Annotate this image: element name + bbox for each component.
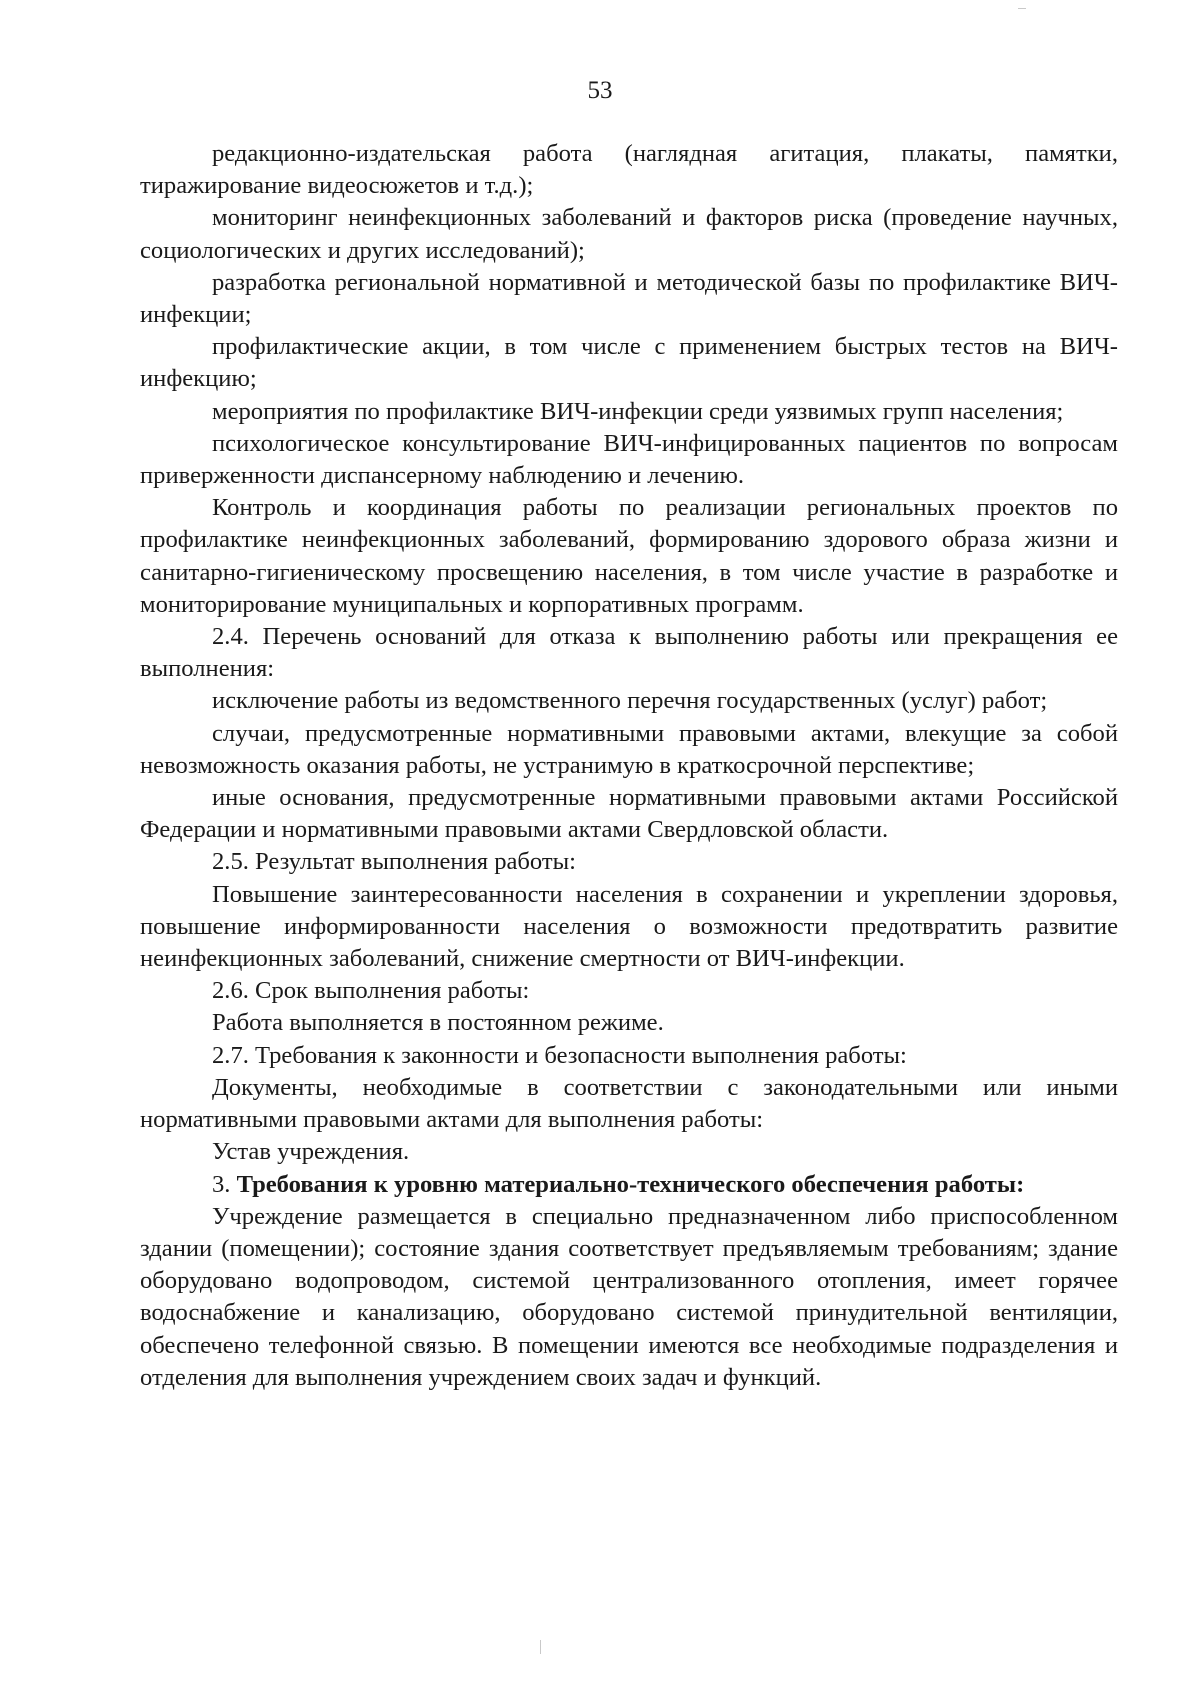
paragraph-2-5-heading: 2.5. Результат выполнения работы: [212, 848, 577, 876]
paragraph-18: Устав учреждения. [212, 1138, 410, 1166]
document-body [140, 138, 1118, 1394]
paragraph-10: случаи, предусмотренные нормативными правовыми актами, влекущие за собой невозможность оказания работы, не устранимую в краткосрочной перспективе; [140, 719, 1118, 779]
paragraph-13: Повышение заинтересованности населения в сохранении и укреплении здоровья, повышение информированности населения о возможности предотвратить развитие неинфекционных заболеваний, снижение смертности от ВИЧ-инфекции. [140, 880, 1118, 973]
paragraph-9: исключение работы из ведомственного перечня государственных (услуг) работ; [212, 687, 1048, 715]
paragraph-3: разработка региональной нормативной и методической базы по профилактике ВИЧ-инфекции; [140, 268, 1118, 329]
final-paragraph: Учреждение размещается в специально предназначенном либо приспособленном здании (помещении); состояние здания соответствует предъявляемым требованиям; здание оборудовано водопроводом, системой централизованного отопления, имеет горячее водоснабжение и канализацию, оборудовано системой принудительной вентиляции, обеспечено телефонной связью. В помещении имеются все необходимые подразделения и отделения для выполнения учреждением своих задач и функций. [140, 1202, 1118, 1391]
paragraph-11: иные основания, предусмотренные нормативными правовыми актами Российской Федерации и нормативными правовыми актами Свердловской области. [140, 784, 1118, 844]
paragraph-1: редакционно-издательская работа (наглядная агитация, плакаты, памятки, тиражирование видеосюжетов и т.д.); [140, 140, 1118, 200]
scan-mark-top [1018, 8, 1026, 9]
page-number: 53 [587, 77, 613, 104]
section-3-number: 3. [212, 1170, 231, 1198]
section-3-heading [140, 1169, 1118, 1201]
paragraph-2-6-heading: 2.6. Срок выполнения работы: [212, 977, 530, 1005]
scan-mark-bottom [540, 1640, 541, 1654]
paragraph-17: Документы, необходимые в соответствии с законодательными или иными нормативными правовыми актами для выполнения работы: [140, 1073, 1118, 1134]
paragraph-6: психологическое консультирование ВИЧ-инфицированных пациентов по вопросам приверженности диспансерному наблюдению и лечению. [140, 429, 1118, 490]
paragraph-2: мониторинг неинфекционных заболеваний и факторов риска (проведение научных, социологических и других исследований); [140, 204, 1118, 264]
paragraph-4: профилактические акции, в том числе с применением быстрых тестов на ВИЧ-инфекцию; [140, 333, 1118, 393]
paragraph-7: Контроль и координация работы по реализации региональных проектов по профилактике неинфекционных заболеваний, формированию здорового образа жизни и санитарно-гигиеническому просвещению населения, в том числе участие в разработке и мониторирование муниципальных и корпоративных программ. [140, 494, 1118, 618]
paragraph-2-7-heading: 2.7. Требования к законности и безопасности выполнения работы: [212, 1041, 907, 1069]
paragraph-5: мероприятия по профилактике ВИЧ-инфекции среди уязвимых групп населения; [212, 397, 1064, 425]
section-3-title: Требования к уровню материально-технического обеспечения работы: [236, 1170, 1025, 1198]
paragraph-15: Работа выполняется в постоянном режиме. [212, 1009, 664, 1037]
paragraph-2-4-heading: 2.4. Перечень оснований для отказа к выполнению работы или прекращения ее выполнения: [140, 623, 1118, 683]
